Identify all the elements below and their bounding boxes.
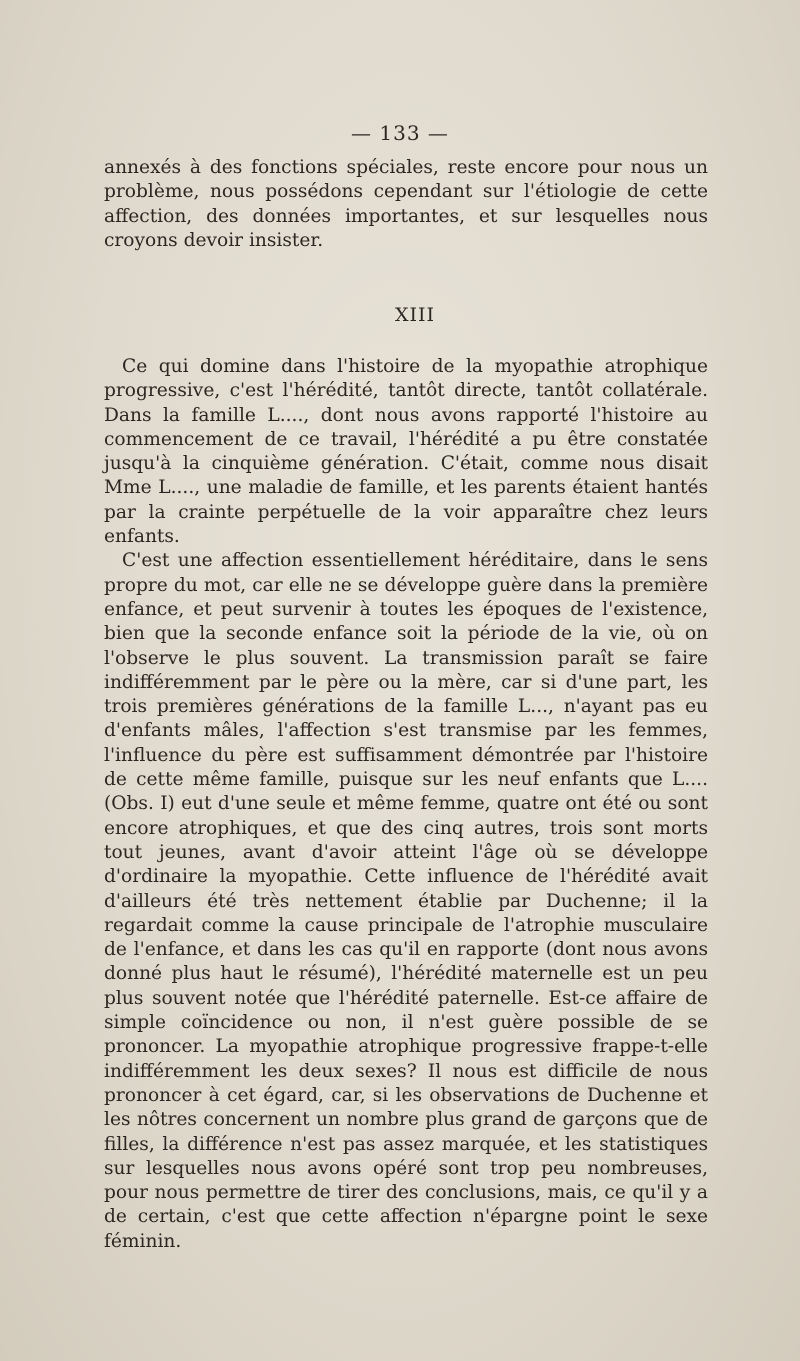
body-paragraph: C'est une affection essentiellement héréditaire, dans le sens propre du mot, car elle ne se développe guère dans la première enfance, et peut survenir à toutes les époques de l'existence, bien que la seconde enfance soit la période de la vie, où on l'observe le plus souvent. La transmission paraît se faire indifféremment par le père ou la mère, car si d'une part, les trois premières générations de la famille L..., n'ayant pas eu d'enfants mâles, l'affection s'est transmise par les femmes, l'influence du père est suffisamment démontrée par l'histoire de cette même famille, puisque sur les neuf enfants que L.... (Obs. I) eut d'une seule et même femme, quatre ont été ou sont encore atrophiques, et que des cinq autres, trois sont morts tout jeunes, avant d'avoir atteint l'âge où se développe d'ordinaire la myopathie. Cette influence de l'hérédité avait d'ailleurs été très nettement établie par Duchenne; il la regardait comme la cause principale de l'atrophie musculaire de l'enfance, et dans les cas qu'il en rapporte (dont nous avons donné plus haut le résumé), l'hérédité maternelle est un peu plus souvent notée que l'hérédité paternelle. Est-ce affaire de simple coïncidence ou non, il n'est guère possible de se prononcer. La myopathie atrophique progressive frappe-t-elle indifféremment les deux sexes? Il nous est difficile de nous prononcer à cet égard, car, si les observations de Duchenne et les nôtres concernent un nombre plus grand de garçons que de filles, la différence n'est pas assez marquée, et les statistiques sur lesquelles nous avons opéré sont trop peu nombreuses, pour nous permettre de tirer des conclusions, mais, ce qu'il y a de certain, c'est que cette affection n'épargne point le sexe féminin. bbox=[104, 550, 708, 1252]
opening-paragraph: annexés à des fonctions spéciales, reste encore pour nous un problème, nous possédons cependant sur l'étiologie de cette affection, des données importantes, et sur lesquelles nous croyons devoir insister. bbox=[104, 157, 708, 251]
opening-text bbox=[104, 156, 708, 253]
body-paragraph: Ce qui domine dans l'histoire de la myopathie atrophique progressive, c'est l'hérédité, tantôt directe, tantôt collatérale. Dans la famille L...., dont nous avons rapporté l'histoire au commencement de ce travail, l'hérédité a pu être constatée jusqu'à la cinquième génération. C'était, comme nous disait Mme L...., une maladie de famille, et les parents étaient hantés par la crainte perpétuelle de la voir apparaître chez leurs enfants. bbox=[104, 356, 708, 548]
section-body bbox=[104, 355, 708, 1254]
section-heading: XIII bbox=[394, 304, 436, 326]
page-number: — 133 — bbox=[351, 121, 449, 145]
